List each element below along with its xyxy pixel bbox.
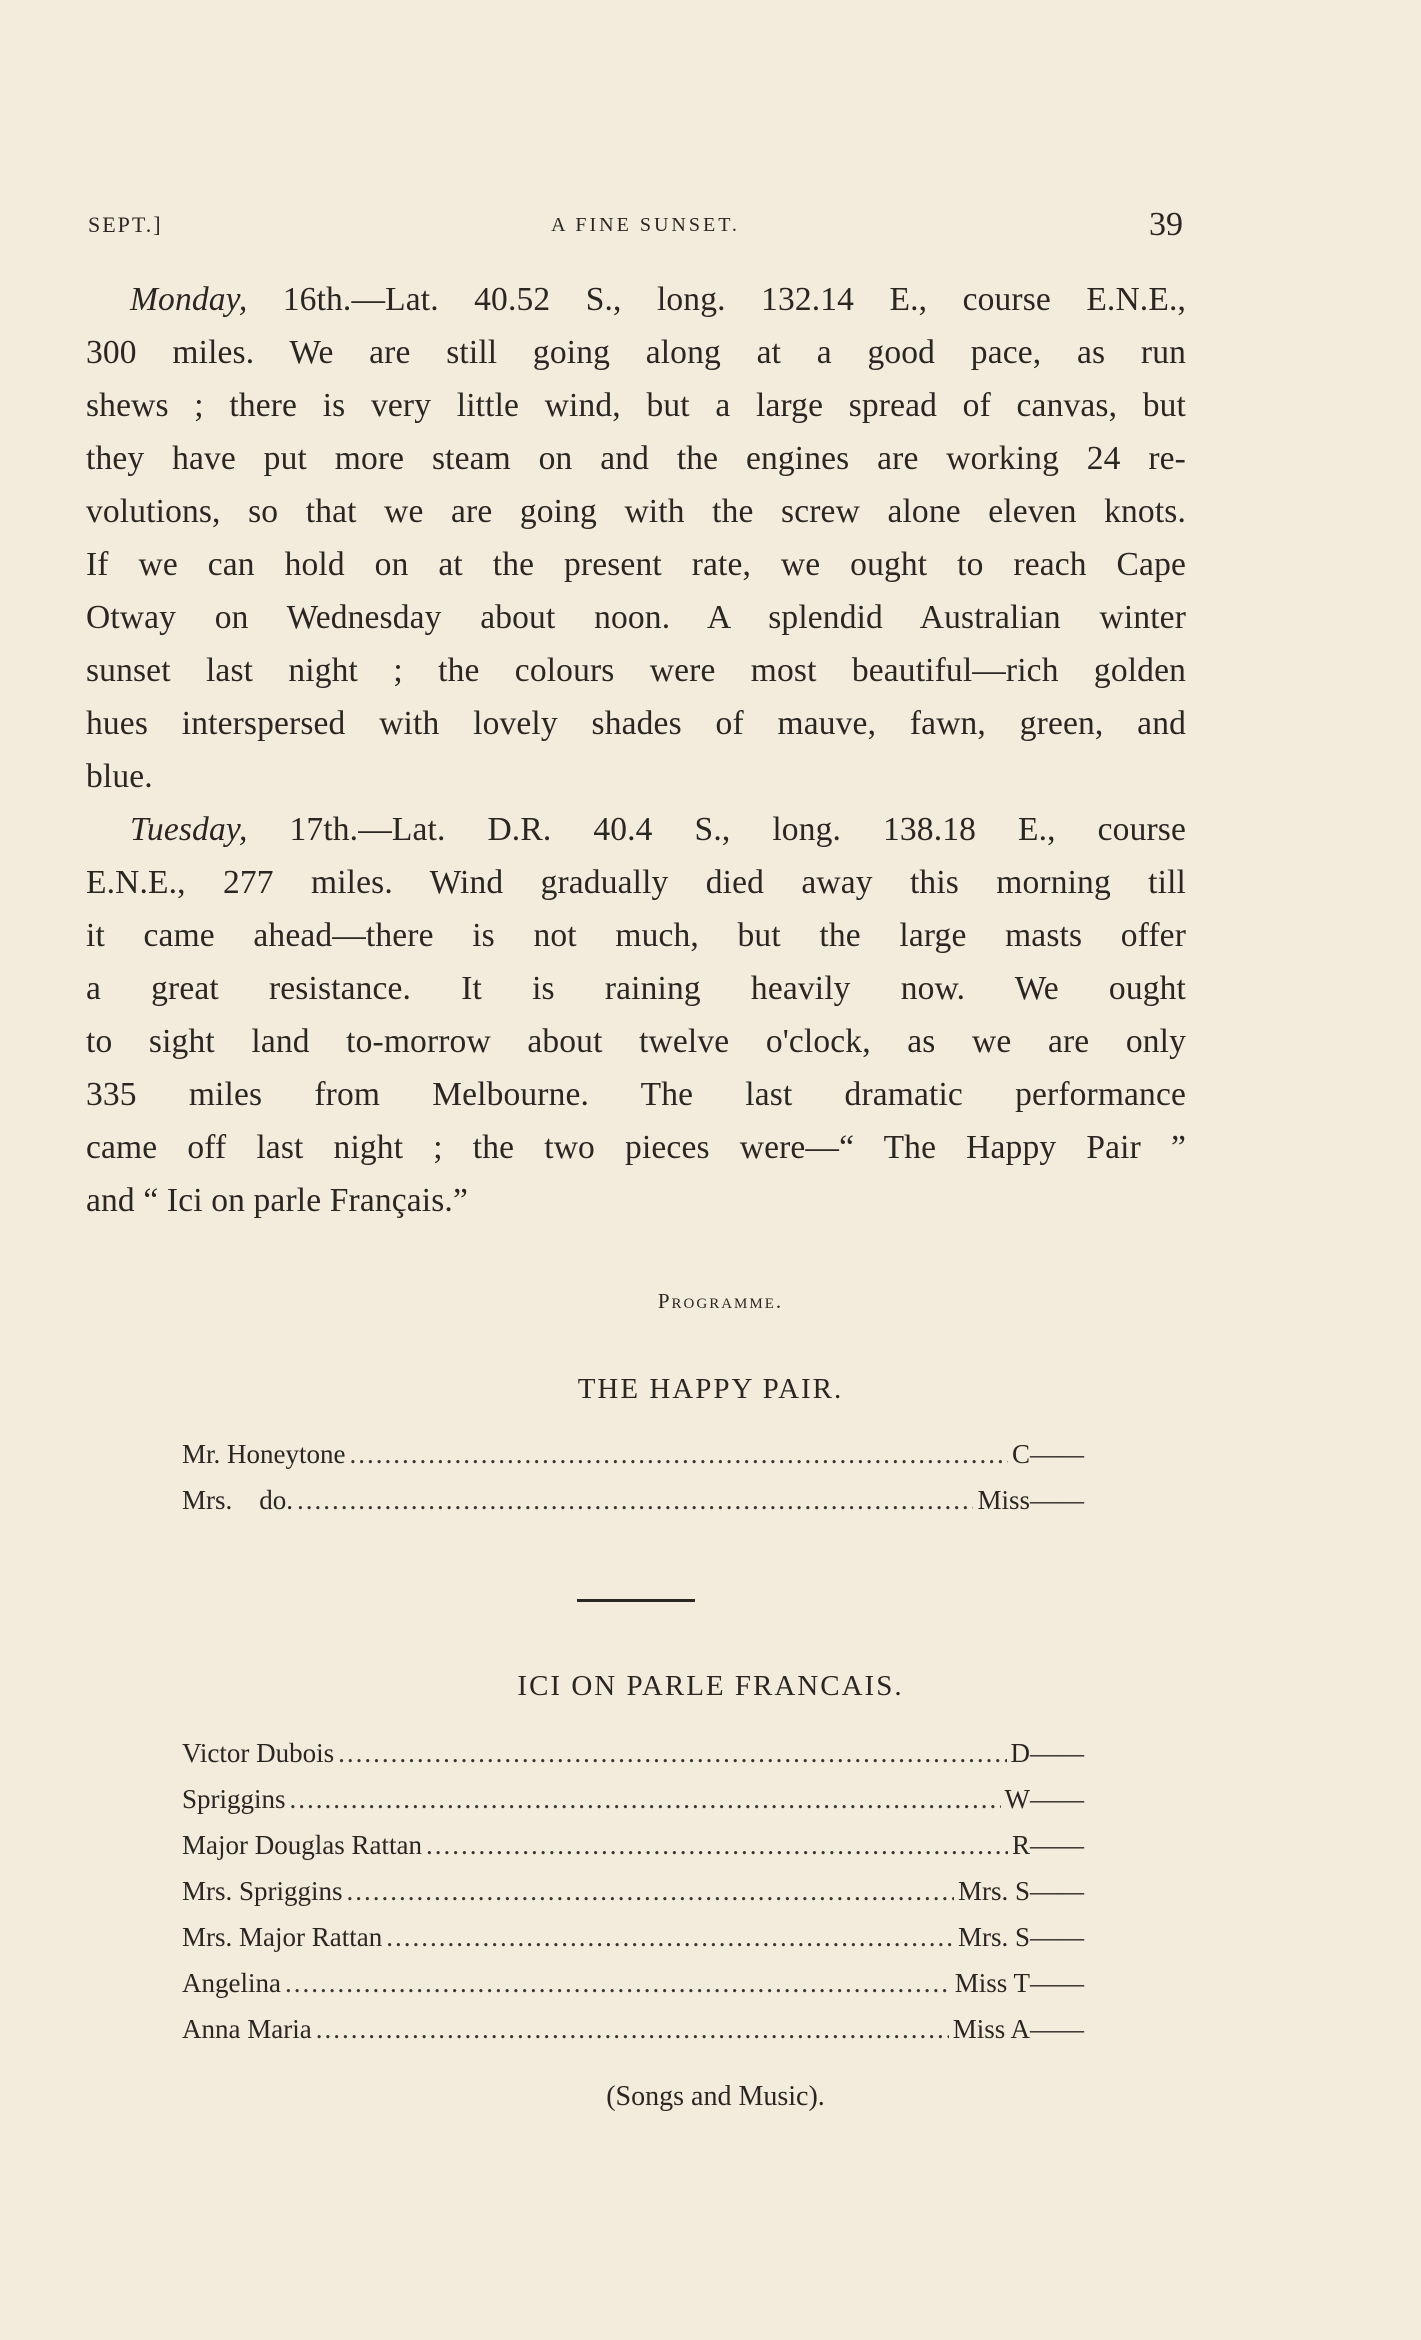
text-line: [86, 962, 1186, 1015]
running-head: [88, 206, 1183, 246]
cast-actor: D——: [1010, 1738, 1084, 1768]
cast-role: Mrs. Spriggins: [182, 1876, 343, 1906]
cast-row: [182, 1784, 1084, 1830]
date-label: Tuesday,: [130, 811, 248, 848]
play-title-ici-on-parle: ICI ON PARLE FRANCAIS.: [517, 1670, 904, 1702]
songs-and-music-note: (Songs and Music).: [606, 2081, 825, 2112]
cast-list-happy-pair: [182, 1439, 1084, 1531]
cast-row: [182, 1738, 1084, 1784]
text-line: [86, 273, 1186, 326]
line-text: they have put more steam on and the engines are working 24 re-: [86, 440, 1186, 477]
text-line: [86, 1174, 1186, 1227]
leader-dots: [316, 2014, 949, 2045]
cast-role: Mr. Honeytone: [182, 1439, 346, 1469]
page-number: 39: [1149, 206, 1183, 243]
cast-role: Mrs. Major Rattan: [182, 1922, 383, 1952]
line-text: hues interspersed with lovely shades of mauve, fawn, green, and: [86, 705, 1186, 742]
line-text: it came ahead—there is not much, but the large masts offer: [86, 917, 1186, 954]
cast-row: [182, 1485, 1084, 1531]
cast-row: [182, 1830, 1084, 1876]
text-line: [86, 697, 1186, 750]
cast-role: Mrs. do.: [182, 1485, 294, 1515]
line-text: to sight land to-morrow about twelve o'clock, as we are only: [86, 1023, 1186, 1060]
text-line: [86, 538, 1186, 591]
running-head-title: A FINE SUNSET.: [551, 214, 740, 236]
text-line: [86, 379, 1186, 432]
line-text: 335 miles from Melbourne. The last dramatic performance: [86, 1076, 1186, 1113]
line-text: If we can hold on at the present rate, we ought to reach Cape: [86, 546, 1186, 583]
line-text: a great resistance. It is raining heavily now. We ought: [86, 970, 1186, 1007]
text-line: [86, 1068, 1186, 1121]
cast-actor: C——: [1011, 1439, 1084, 1469]
text-line: [86, 644, 1186, 697]
line-text: volutions, so that we are going with the screw alone eleven knots.: [86, 493, 1186, 530]
leader-dots: [297, 1485, 973, 1516]
text-line: [86, 1121, 1186, 1174]
line-text: 300 miles. We are still going along at a good pace, as run: [86, 334, 1186, 371]
line-text: and “ Ici on parle Français.”: [86, 1182, 468, 1219]
cast-role: Angelina: [182, 1968, 281, 1998]
cast-actor: Miss——: [977, 1485, 1084, 1515]
cast-actor: W——: [1004, 1784, 1084, 1814]
line-text: blue.: [86, 758, 153, 795]
cast-row: [182, 2014, 1084, 2060]
leader-dots: [338, 1738, 1006, 1769]
cast-actor: R——: [1011, 1830, 1084, 1860]
section-divider: [577, 1599, 695, 1602]
cast-actor: Miss A——: [952, 2014, 1084, 2044]
body-text: [86, 273, 1186, 1227]
leader-dots: [285, 1968, 951, 1999]
cast-actor: Miss T——: [954, 1968, 1084, 1998]
cast-role: Victor Dubois: [182, 1738, 335, 1768]
leader-dots: [386, 1922, 954, 1953]
cast-actor: Mrs. S——: [957, 1876, 1084, 1906]
cast-row: [182, 1876, 1084, 1922]
leader-dots: [426, 1830, 1008, 1861]
cast-role: Anna Maria: [182, 2014, 312, 2044]
text-line: [86, 856, 1186, 909]
cast-row: [182, 1968, 1084, 2014]
text-line: [86, 1015, 1186, 1068]
line-text: came off last night ; the two pieces were—“ The Happy Pair ”: [86, 1129, 1186, 1166]
running-head-left: SEPT.]: [88, 212, 163, 237]
line-text: shews ; there is very little wind, but a large spread of canvas, but: [86, 387, 1186, 424]
programme-heading: Programme.: [657, 1289, 784, 1313]
leader-dots: [290, 1784, 1001, 1815]
leader-dots: [347, 1876, 954, 1907]
cast-row: [182, 1439, 1084, 1485]
cast-role: Major Douglas Rattan: [182, 1830, 422, 1860]
cast-role: Spriggins: [182, 1784, 286, 1814]
text-line: [86, 909, 1186, 962]
text-line: [86, 803, 1186, 856]
text-line: [86, 432, 1186, 485]
line-text: E.N.E., 277 miles. Wind gradually died away this morning till: [86, 864, 1186, 901]
line-text: Otway on Wednesday about noon. A splendid Australian winter: [86, 599, 1186, 636]
line-text: 17th.—Lat. D.R. 40.4 S., long. 138.18 E., course: [247, 811, 1186, 848]
play-title-happy-pair: THE HAPPY PAIR.: [577, 1373, 844, 1405]
cast-row: [182, 1922, 1084, 1968]
leader-dots: [349, 1439, 1008, 1470]
text-line: [86, 326, 1186, 379]
cast-actor: Mrs. S——: [957, 1922, 1084, 1952]
cast-list-ici-on-parle: [182, 1738, 1084, 2060]
text-line: [86, 591, 1186, 644]
date-label: Monday,: [130, 281, 248, 318]
text-line: [86, 485, 1186, 538]
line-text: sunset last night ; the colours were most beautiful—rich golden: [86, 652, 1186, 689]
line-text: 16th.—Lat. 40.52 S., long. 132.14 E., course E.N.E.,: [247, 281, 1186, 318]
text-line: [86, 750, 1186, 803]
